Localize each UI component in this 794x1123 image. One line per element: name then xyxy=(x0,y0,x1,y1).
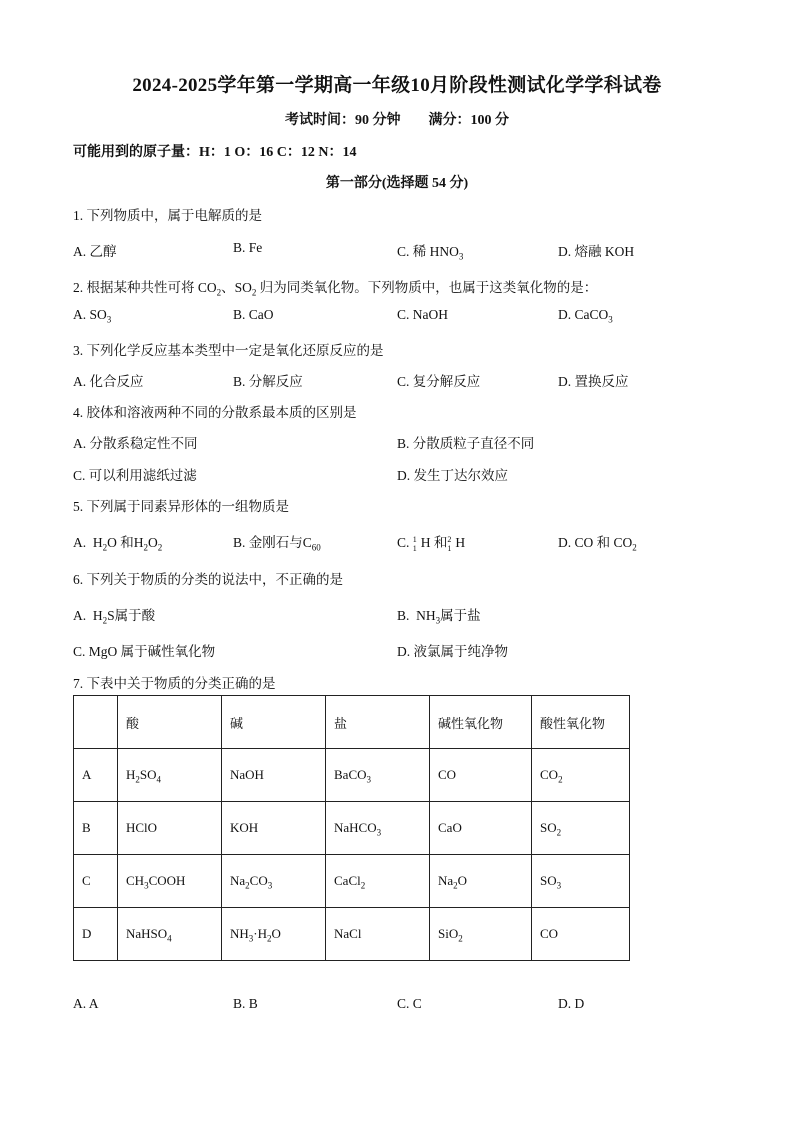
q5-option-d[interactable]: D. CO 和 $CO_2$ xyxy=(558,535,637,553)
table-cell: A xyxy=(74,749,118,802)
classification-table xyxy=(73,695,630,961)
table-cell: HClO xyxy=(118,802,222,855)
q5-option-b[interactable]: B. 金刚石与$C_{60}$ xyxy=(233,535,321,553)
table-cell: NaHCO$_3$ xyxy=(326,802,430,855)
exam-meta xyxy=(0,109,794,129)
q7-option-c[interactable]: C. C xyxy=(397,996,422,1011)
q1-option-d[interactable]: D. 熔融 KOH xyxy=(558,244,635,259)
table-row xyxy=(74,908,630,961)
q2-option-d[interactable]: D. CaCO$_3$ xyxy=(558,307,613,325)
q2-option-b[interactable]: B. CaO xyxy=(233,307,274,322)
q4-option-b[interactable]: B. 分散质粒子直径不同 xyxy=(397,436,535,451)
table-header-cell: 盐 xyxy=(326,696,430,749)
q7-option-d[interactable]: D. D xyxy=(558,996,585,1011)
q2-option-c[interactable]: C. NaOH xyxy=(397,307,448,322)
q5-option-a[interactable]: A. $H_2O$ 和$H_2O_2$ xyxy=(73,535,163,553)
table-cell: C xyxy=(74,855,118,908)
table-cell: $SO_2$ xyxy=(532,802,630,855)
question-2-stem: 2. 根据某种共性可将 $CO_2$、$SO_2$ 归为同类氧化物。下列物质中，也属于这类氧化物的是： xyxy=(73,280,598,298)
table-cell: $CH_3COOH$ xyxy=(118,855,222,908)
table-cell: $H_2SO_4$ xyxy=(118,749,222,802)
isotope-notation: 2 1 xyxy=(447,534,452,553)
exam-title: 2024-2025学年第一学期高一年级10月阶段性测试化学学科试卷 xyxy=(132,75,662,96)
table-header-cell xyxy=(74,696,118,749)
q1-option-c[interactable]: C. 稀 $HNO_3$ xyxy=(397,244,464,262)
question-7-stem: 7. 下表中关于物质的分类正确的是 xyxy=(73,676,276,691)
table-header-row xyxy=(74,696,630,749)
table-row xyxy=(74,855,630,908)
table-header-cell: 碱 xyxy=(222,696,326,749)
question-5-stem: 5. 下列属于同素异形体的一组物质是 xyxy=(73,499,289,514)
part-title: 第一部分(选择题 54 分) xyxy=(325,176,469,191)
q3-option-a[interactable]: A. 化合反应 xyxy=(73,374,144,389)
q4-option-a[interactable]: A. 分散系稳定性不同 xyxy=(73,436,198,451)
atomic-masses: 可能用到的原子量：H：1 O：16 C：12 N：14 xyxy=(73,145,357,160)
isotope-notation: 1 1 xyxy=(412,534,417,553)
table-cell: NaCl xyxy=(326,908,430,961)
q7-option-a[interactable]: A. A xyxy=(73,996,99,1011)
q1-option-b[interactable]: B. Fe xyxy=(233,240,263,255)
q6-option-b[interactable]: B. $NH_3$属于盐 xyxy=(397,608,481,626)
q6-option-a[interactable]: A. $H_2S$属于酸 xyxy=(73,608,156,626)
q2-option-a[interactable]: A. $SO_3$ xyxy=(73,307,112,325)
table-header-cell: 酸 xyxy=(118,696,222,749)
question-6-stem: 6. 下列关于物质的分类的说法中，不正确的是 xyxy=(73,572,343,587)
table-cell: CaO xyxy=(430,802,532,855)
q6-option-c[interactable]: C. MgO 属于碱性氧化物 xyxy=(73,644,216,659)
table-cell: $Na_2O$ xyxy=(430,855,532,908)
table-cell: SiO$_2$ xyxy=(430,908,532,961)
q4-option-d[interactable]: D. 发生丁达尔效应 xyxy=(397,468,508,483)
table-cell: CaCl$_2$ xyxy=(326,855,430,908)
exam-time: 考试时间：90 分钟 xyxy=(285,113,401,128)
table-cell: BaCO$_3$ xyxy=(326,749,430,802)
table-cell: CO xyxy=(430,749,532,802)
table-cell: B xyxy=(74,802,118,855)
table-cell: KOH xyxy=(222,802,326,855)
table-cell: CO xyxy=(532,908,630,961)
table-cell: $CO_2$ xyxy=(532,749,630,802)
table-cell: NaHSO$_4$ xyxy=(118,908,222,961)
q7-option-b[interactable]: B. B xyxy=(233,996,258,1011)
q3-option-c[interactable]: C. 复分解反应 xyxy=(397,374,481,389)
question-4-stem: 4. 胶体和溶液两种不同的分散系最本质的区别是 xyxy=(73,405,357,420)
table-cell: $SO_3$ xyxy=(532,855,630,908)
table-cell: $Na_2CO_3$ xyxy=(222,855,326,908)
q1-option-a[interactable]: A. 乙醇 xyxy=(73,244,117,259)
table-cell: D xyxy=(74,908,118,961)
question-1-stem: 1. 下列物质中，属于电解质的是 xyxy=(73,208,262,223)
q3-option-b[interactable]: B. 分解反应 xyxy=(233,374,303,389)
table-cell: $NH_3\cdot H_2O$ xyxy=(222,908,326,961)
q6-option-d[interactable]: D. 液氯属于纯净物 xyxy=(397,644,508,659)
q3-option-d[interactable]: D. 置换反应 xyxy=(558,374,629,389)
question-3-stem: 3. 下列化学反应基本类型中一定是氧化还原反应的是 xyxy=(73,343,384,358)
exam-score: 满分：100 分 xyxy=(428,113,509,128)
table-header-cell: 酸性氧化物 xyxy=(532,696,630,749)
table-cell: NaOH xyxy=(222,749,326,802)
q4-option-c[interactable]: C. 可以利用滤纸过滤 xyxy=(73,468,197,483)
table-row xyxy=(74,802,630,855)
table-row xyxy=(74,749,630,802)
q5-option-c[interactable]: C. 1 1 H 和 2 1 H xyxy=(397,534,466,553)
table-header-cell: 碱性氧化物 xyxy=(430,696,532,749)
